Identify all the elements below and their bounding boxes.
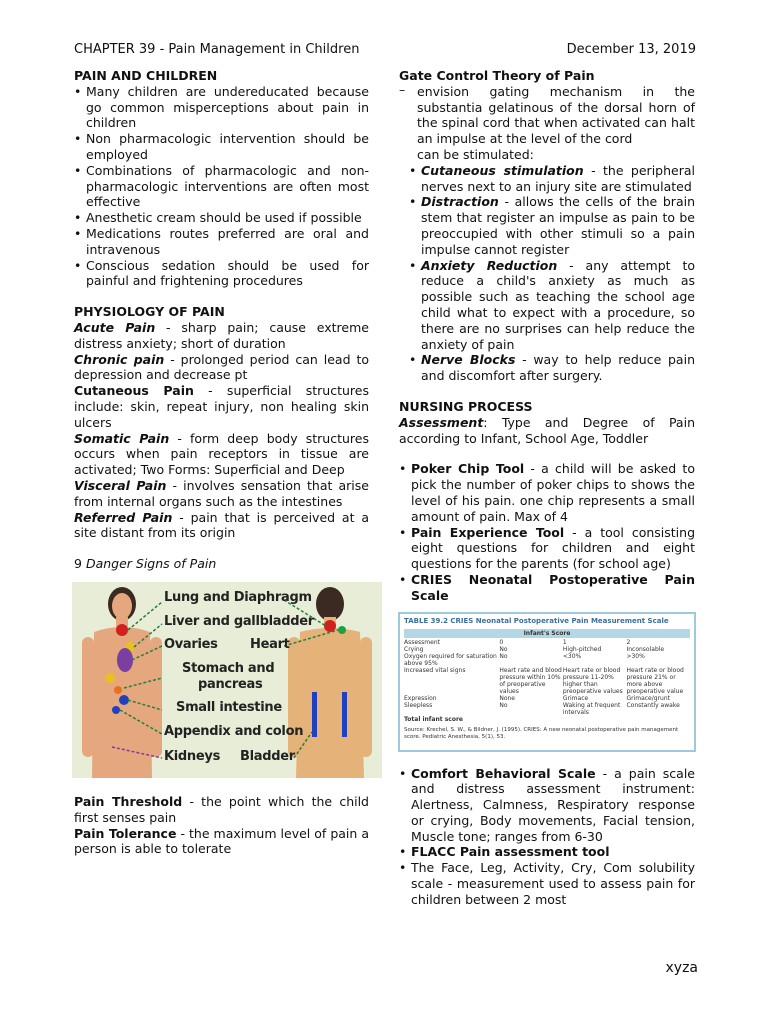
table-cell	[626, 716, 690, 723]
term-pain-experience: Pain Experience Tool	[411, 524, 565, 540]
item-def: The Face, Leg, Activity, Cry, Com solubility scale - measurement used to assess pain for children between 2 most	[411, 860, 695, 907]
table-cell	[499, 716, 563, 723]
table-head: Infant's Score	[404, 629, 690, 638]
section-title-gate-control: Gate Control Theory of Pain	[399, 68, 595, 83]
table-cell: No	[499, 701, 508, 709]
term-distraction: Distraction	[421, 194, 499, 210]
term-poker-chip: Poker Chip Tool	[411, 461, 525, 477]
def-tolerance: - the maximum level of pain a person is able to tolerate	[74, 825, 369, 857]
table-row	[404, 653, 690, 667]
assessment-text	[399, 415, 695, 447]
table-cell: Total infant score	[404, 715, 463, 723]
term-referred: Referred Pain	[74, 509, 173, 525]
gate-list	[399, 163, 695, 384]
torso-right	[296, 628, 364, 778]
danger-prefix: 9	[74, 556, 86, 572]
term-flacc: FLACC Pain assessment tool	[411, 844, 610, 860]
table-cell: Sleepless	[404, 701, 433, 709]
list-item	[399, 461, 695, 524]
table-cell: No	[499, 645, 508, 653]
table-cell: Grimace	[562, 694, 589, 702]
definition-somatic	[74, 431, 369, 478]
term-acute: Acute Pain	[74, 319, 156, 335]
term-anxiety-reduction: Anxiety Reduction	[421, 257, 558, 273]
table-cell: Waking at frequent intervals	[562, 701, 621, 716]
term-threshold: Pain Threshold	[74, 793, 183, 809]
organ-mark	[114, 686, 122, 694]
list-item	[409, 258, 695, 353]
label-kidneys: Kidneys	[164, 748, 221, 764]
def-visceral: - involves sensation that arise from internal organs such as the intestines	[74, 477, 369, 509]
list-item	[399, 525, 695, 572]
list-item: • Medications routes preferred are oral and intravenous	[74, 226, 369, 258]
item-def: - a pain scale and distress assessment instrument: Alertness, Calmness, Respiratory response or crying, Body movements, Facial tension, Muscle tone; ranges from 6-30	[411, 765, 696, 844]
term-assessment: Assessment	[399, 414, 484, 430]
list-item: • Combinations of pharmacologic and non-pharmacologic interventions are often most effective	[74, 163, 369, 210]
label-heart: Heart	[250, 636, 290, 652]
definition-threshold	[74, 794, 369, 826]
def-acute: - sharp pain; cause extreme distress anxiety; short of duration	[74, 319, 369, 351]
organ-mark	[112, 706, 120, 714]
cries-table-figure	[398, 612, 696, 752]
table-row	[404, 695, 690, 702]
footer-text: xyza	[665, 960, 698, 976]
label-stomach: Stomach and	[182, 660, 275, 676]
def-referred: - pain that is perceived at a site distant from its origin	[74, 509, 370, 541]
term-cutaneous-stimulation: Cutaneous stimulation	[421, 162, 584, 178]
def-chronic: - prolonged period can lead to depression and decrease pt	[74, 351, 369, 383]
definition-tolerance	[74, 826, 369, 858]
item-def: - a tool consisting eight questions for children and eight questions for the parents (for school age)	[411, 524, 696, 572]
table-cell: Constantly awake	[626, 701, 680, 709]
table-cell: None	[499, 694, 515, 702]
table-cell: Heart rate or blood pressure 21% or more above preoperative value	[626, 666, 684, 695]
item-def: - any attempt to reduce a child's anxiety as much as possible such as teaching the school age child what to expect with a procedure, so there are no surprises can help reduce the anxiety of pain	[421, 257, 695, 352]
table-cell: Increased vital signs	[404, 666, 466, 674]
tools-list-2	[399, 766, 695, 908]
list-item: • Many children are undereducated because go common misperceptions about pain in children	[74, 84, 369, 131]
chapter-header: CHAPTER 39 - Pain Management in Children	[74, 42, 360, 57]
list-item	[399, 844, 695, 860]
table-row	[404, 646, 690, 653]
table-cell: >30%	[626, 652, 645, 660]
item-def: - way to help reduce pain and discomfort after surgery.	[421, 352, 695, 384]
label-ovaries: Ovaries	[164, 636, 218, 652]
item-def: - a child will be asked to pick the number of poker chips to shows the level of his pain. one chip represents a small amount of pain. Max of 4	[411, 461, 695, 524]
label-bladder: Bladder	[240, 748, 295, 764]
list-item: • Non pharmacologic intervention should be employed	[74, 131, 369, 163]
list-item	[399, 860, 695, 907]
list-item: • Conscious sedation should be used for painful and frightening procedures	[74, 258, 369, 290]
table-row	[404, 716, 690, 723]
table-cell: Grimace/grunt	[626, 694, 671, 702]
table-col: 1	[562, 638, 567, 646]
item-def: - the peripheral nerves next to an injury site are stimulated	[421, 162, 695, 194]
header-date: December 13, 2019	[566, 42, 696, 57]
table-cell: <30%	[562, 652, 582, 660]
section-title-physiology: PHYSIOLOGY OF PAIN	[74, 304, 225, 320]
table-cell: No	[499, 652, 508, 660]
gate-stimulated: can be stimulated:	[417, 146, 534, 162]
list-item: • Anesthetic cream should be used if possible	[74, 210, 369, 226]
list-item	[409, 163, 695, 195]
table-cell: Heart rate or blood pressure 11-20% higher than preoperative values	[562, 666, 623, 695]
definition-chronic	[74, 352, 369, 384]
tools-list	[399, 461, 695, 603]
right-column	[399, 68, 695, 908]
term-nerve-blocks: Nerve Blocks	[421, 352, 516, 368]
def-somatic: - form deep body structures occurs when pain receptors in tissue are activated; Two Forms: Superficial and Deep	[74, 430, 369, 478]
gate-description: – envision gating mechanism in the substantia gelatinous of the dorsal horn of the spinal cord that when activated can halt an impulse at the level of the cord	[399, 84, 695, 147]
table-col: Assessment	[404, 638, 440, 646]
danger-italic: Danger Signs of Pain	[85, 556, 217, 572]
label-pancreas: pancreas	[198, 676, 263, 692]
table-cell: Crying	[404, 645, 424, 653]
definition-visceral	[74, 478, 369, 510]
definition-referred	[74, 510, 369, 542]
section-title-pain-children: PAIN AND CHILDREN	[74, 68, 218, 83]
term-cries: CRIES Neonatal Postoperative Pain Scale	[411, 571, 695, 603]
list-item	[409, 352, 695, 384]
table-cell: Heart rate and blood pressure within 10% of preoperative values	[499, 666, 562, 695]
head-shape	[112, 593, 132, 619]
term-chronic: Chronic pain	[74, 351, 165, 367]
table-row	[404, 702, 690, 716]
table-cell: High-pitched	[562, 645, 602, 653]
list-item	[399, 572, 695, 604]
definition-cutaneous	[74, 383, 369, 430]
label-liver: Liver and gallbladder	[164, 613, 314, 629]
list-item	[399, 766, 695, 845]
organ-mark	[105, 673, 115, 683]
danger-signs-caption	[74, 556, 369, 572]
term-comfort: Comfort Behavioral Scale	[411, 765, 596, 781]
def-cutaneous: - superficial structures include: skin, repeat injury, non healing skin ulcers	[74, 383, 369, 430]
table-col: 2	[626, 638, 631, 646]
table-cell: Oxygen required for saturation above 95%	[404, 652, 497, 667]
item-def: - allows the cells of the brain stem that register an impulse as pain to be preoccupied with other stimuli so a pain impulse cannot register	[421, 194, 695, 257]
label-small-intestine: Small intestine	[176, 699, 282, 715]
left-column	[74, 68, 369, 857]
definition-acute	[74, 320, 369, 352]
table-cell	[563, 716, 627, 723]
label-appendix: Appendix and colon	[164, 723, 304, 739]
term-somatic: Somatic Pain	[74, 430, 170, 446]
referred-pain-figure	[72, 582, 382, 778]
term-tolerance: Pain Tolerance	[74, 825, 177, 841]
table-cell: Expression	[404, 694, 437, 702]
organ-mark	[119, 695, 129, 705]
table-source: Source: Krechel, S. W., & Bildner, J. (1995). CRIES: A new neonatal postoperative pain management score. Pediatric Anesthesia, 5(1), 53.	[404, 726, 679, 740]
def-assessment: : Type and Degree of Pain according to Infant, School Age, Toddler	[399, 414, 695, 446]
def-threshold: - the point which the child first senses pain	[74, 793, 369, 825]
table-title: TABLE 39.2 CRIES Neonatal Postoperative Pain Measurement Scale	[404, 616, 669, 625]
table-cell: Inconsolable	[626, 645, 665, 653]
organ-mark	[116, 624, 128, 636]
pain-children-list	[74, 84, 369, 289]
term-cutaneous: Cutaneous Pain	[74, 383, 194, 399]
list-item	[409, 194, 695, 257]
organ-mark	[117, 648, 133, 672]
term-visceral: Visceral Pain	[74, 477, 167, 493]
label-lung: Lung and Diaphragm	[164, 589, 312, 605]
table-row	[404, 667, 690, 695]
table-col: 0	[499, 638, 504, 646]
section-title-nursing: NURSING PROCESS	[399, 398, 533, 414]
table-header-row	[404, 639, 690, 646]
